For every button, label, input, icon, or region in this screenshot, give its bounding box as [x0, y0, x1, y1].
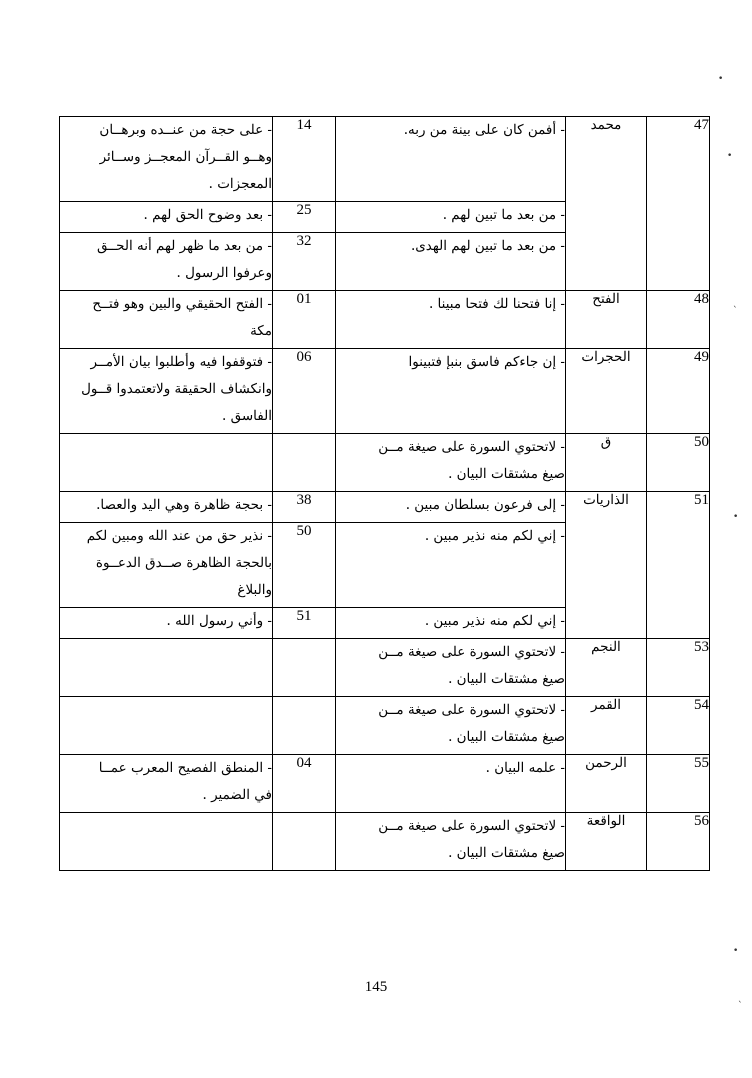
table-row [60, 813, 710, 871]
explanation-line: وانكشاف الحقيقة ولاتعتمدوا قــول [81, 381, 272, 397]
surah-name-cell: القمر [566, 697, 647, 755]
explanation-line: - نذير حق من عند الله ومبين لكم [86, 528, 272, 544]
verse-text-cell [336, 117, 566, 202]
verse-line: - إن جاءكم فاسق بنبإ فتبينوا [408, 354, 565, 370]
table-row [60, 697, 710, 755]
verse-text-cell [336, 434, 566, 492]
explanation-cell [60, 523, 273, 608]
verse-number-cell [273, 813, 336, 871]
explanation-line: مكة [250, 323, 272, 339]
surah-name-cell: الواقعة [566, 813, 647, 871]
margin-dot: • [718, 74, 724, 84]
table-row [60, 291, 710, 349]
tafsir-table [59, 116, 710, 871]
explanation-line: في الضمير . [202, 787, 272, 803]
explanation-line: - المنطق الفصيح المعرب عمــا [98, 760, 272, 776]
verse-line: - أفمن كان على بينة من ربه. [403, 122, 565, 138]
surah-name-cell: محمد [566, 117, 647, 291]
verse-number-cell: 50 [273, 523, 336, 608]
surah-index-cell: 49 [647, 349, 710, 434]
explanation-line: - على حجة من عنــده وبرهــان [99, 122, 272, 138]
verse-line: - إلى فرعون بسلطان مبين . [405, 497, 565, 513]
verse-number-cell: 38 [273, 492, 336, 523]
verse-line: - لاتحتوي السورة على صيغة مــن [378, 644, 565, 660]
explanation-line: - بحجة ظاهرة وهي اليد والعصا. [96, 497, 272, 513]
surah-index-cell: 55 [647, 755, 710, 813]
explanation-cell [60, 639, 273, 697]
margin-dot: • [733, 946, 739, 956]
explanation-cell [60, 434, 273, 492]
explanation-cell [60, 291, 273, 349]
verse-text-cell [336, 755, 566, 813]
table-row [60, 639, 710, 697]
explanation-line: وهــو القــرآن المعجــز وســائر [99, 149, 272, 165]
verse-line: - لاتحتوي السورة على صيغة مــن [378, 818, 565, 834]
verse-number-cell: 32 [273, 233, 336, 291]
explanation-line: - بعد وضوح الحق لهم . [143, 207, 272, 223]
explanation-cell [60, 608, 273, 639]
surah-name-cell: ق [566, 434, 647, 492]
surah-name-cell: الرحمن [566, 755, 647, 813]
verse-number-cell: 01 [273, 291, 336, 349]
verse-text-cell [336, 608, 566, 639]
surah-index-cell: 48 [647, 291, 710, 349]
verse-number-cell: 25 [273, 202, 336, 233]
table-row [60, 117, 710, 202]
verse-text-cell [336, 523, 566, 608]
verse-line: صيغ مشتقات البيان . [448, 845, 565, 861]
table-row [60, 434, 710, 492]
surah-index-cell: 50 [647, 434, 710, 492]
page-number: 145 [364, 979, 388, 995]
explanation-cell [60, 813, 273, 871]
verse-text-cell [336, 639, 566, 697]
verse-text-cell [336, 291, 566, 349]
verse-number-cell [273, 697, 336, 755]
surah-name-cell: الذاريات [566, 492, 647, 639]
surah-index-cell: 54 [647, 697, 710, 755]
verse-text-cell [336, 697, 566, 755]
verse-line: صيغ مشتقات البيان . [448, 466, 565, 482]
explanation-cell [60, 202, 273, 233]
verse-text-cell [336, 202, 566, 233]
verse-text-cell [336, 349, 566, 434]
verse-number-cell: 04 [273, 755, 336, 813]
explanation-cell [60, 755, 273, 813]
table-row [60, 755, 710, 813]
margin-dot: • [727, 151, 733, 161]
explanation-line: بالحجة الظاهرة صــدق الدعــوة [95, 555, 272, 571]
explanation-line: والبلاغ [237, 582, 272, 598]
explanation-line: - الفتح الحقيقي والبين وهو فتــح [92, 296, 272, 312]
surah-name-cell: النجم [566, 639, 647, 697]
surah-name-cell: الحجرات [566, 349, 647, 434]
verse-line: - من بعد ما تبين لهم الهدى. [410, 238, 565, 254]
verse-line: - لاتحتوي السورة على صيغة مــن [378, 702, 565, 718]
verse-number-cell [273, 639, 336, 697]
margin-tick: ` [733, 306, 738, 316]
explanation-line: - من بعد ما ظهر لهم أنه الحــق [96, 238, 272, 254]
surah-name-cell: الفتح [566, 291, 647, 349]
margin-dot: • [733, 512, 739, 522]
verse-line: - إنا فتحنا لك فتحا مبينا . [428, 296, 565, 312]
explanation-cell [60, 233, 273, 291]
explanation-cell [60, 349, 273, 434]
explanation-cell [60, 697, 273, 755]
surah-index-cell: 53 [647, 639, 710, 697]
verse-text-cell [336, 492, 566, 523]
verse-line: - علمه البيان . [485, 760, 565, 776]
verse-line: صيغ مشتقات البيان . [448, 671, 565, 687]
explanation-line: المعجزات . [208, 176, 272, 192]
verse-number-cell [273, 434, 336, 492]
verse-number-cell: 14 [273, 117, 336, 202]
explanation-line: - وأني رسول الله . [166, 613, 272, 629]
surah-index-cell: 56 [647, 813, 710, 871]
explanation-cell [60, 492, 273, 523]
verse-line: صيغ مشتقات البيان . [448, 729, 565, 745]
verse-text-cell [336, 233, 566, 291]
verse-line: - من بعد ما تبين لهم . [442, 207, 565, 223]
table-row [60, 349, 710, 434]
verse-text-cell [336, 813, 566, 871]
verse-line: - لاتحتوي السورة على صيغة مــن [378, 439, 565, 455]
verse-line: - إني لكم منه نذير مبين . [424, 613, 565, 629]
explanation-line: - فتوقفوا فيه وأطلبوا بيان الأمــر [90, 354, 272, 370]
explanation-line: الفاسق . [222, 408, 272, 424]
verse-number-cell: 06 [273, 349, 336, 434]
margin-tick: ` [738, 1001, 743, 1011]
surah-index-cell: 47 [647, 117, 710, 291]
explanation-line: وعرفوا الرسول . [176, 265, 272, 281]
explanation-cell [60, 117, 273, 202]
table-row [60, 492, 710, 523]
verse-number-cell: 51 [273, 608, 336, 639]
verse-line: - إني لكم منه نذير مبين . [424, 528, 565, 544]
surah-index-cell: 51 [647, 492, 710, 639]
